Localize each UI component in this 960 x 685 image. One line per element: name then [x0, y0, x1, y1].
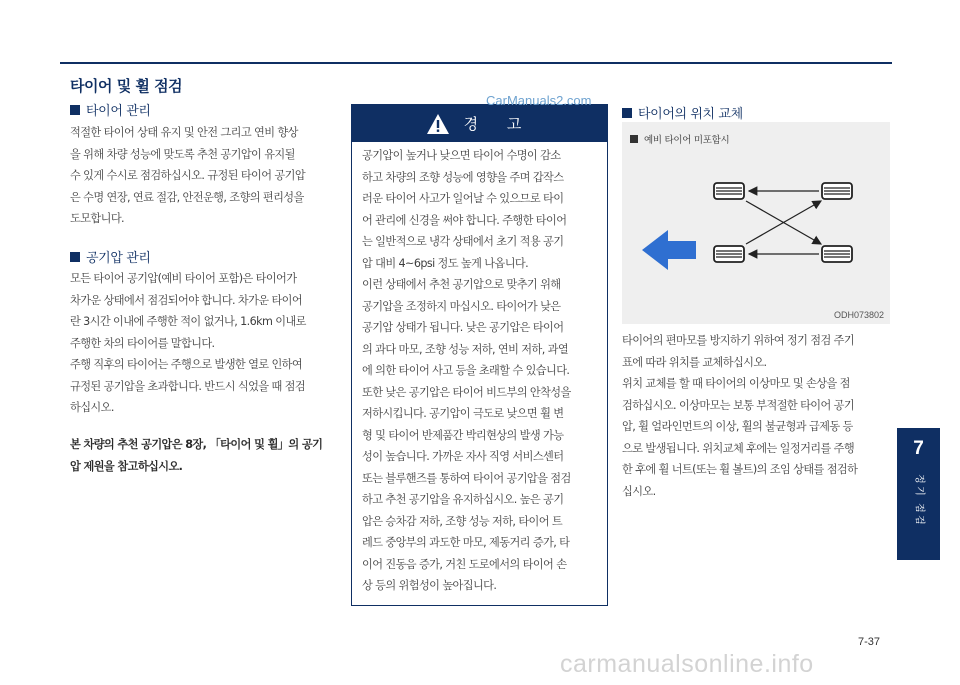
- text-line: 공기압이 높거나 낮으면 타이어 수명이 감소: [362, 149, 561, 162]
- text-line: 십시오.: [622, 484, 656, 498]
- text-line: 러운 타이어 사고가 일어날 수 있으므로 타이: [362, 192, 564, 205]
- text-line: 검하십시오. 이상마모는 보통 부적절한 타이어 공기: [622, 398, 855, 412]
- text-line: 위치 교체를 할 때 타이어의 이상마모 및 손상을 점: [622, 377, 850, 390]
- text-line: 이런 상태에서 추천 공기압으로 맞추기 위해: [362, 278, 561, 291]
- section-heading-text: 타이어의 위치 교체: [638, 107, 743, 122]
- text-line: 압, 휠 얼라인먼트의 이상, 휠의 불균형과 급제동 등: [622, 420, 853, 433]
- warning-header: [352, 105, 607, 142]
- text-line: 압은 승차감 저하, 조향 성능 저하, 타이어 트: [362, 514, 563, 528]
- bullet-square-icon: [70, 105, 80, 115]
- text-line: 상 등의 위험성이 높아집니다.: [362, 579, 497, 592]
- warning-text: [362, 145, 571, 597]
- chapter-tab[interactable]: [897, 428, 940, 560]
- text-line: 한 후에 휠 너트(또는 휠 볼트)의 조임 상태를 점검하: [622, 463, 858, 476]
- warning-title: 경 고: [463, 115, 534, 133]
- top-rule: [60, 62, 892, 64]
- text-line: 하고 추천 공기압을 유지하십시오. 높은 공기: [362, 493, 564, 506]
- watermark-top: CarManuals2.com: [486, 93, 592, 108]
- warning-box: [351, 104, 608, 606]
- text-line: 에 의한 타이어 사고 등을 초래할 수 있습니다.: [362, 364, 570, 377]
- rotation-diagram: [622, 122, 890, 324]
- text-line: 모든 타이어 공기압(예비 타이어 포함)은 타이어가: [70, 272, 297, 285]
- pressure-paragraph: [70, 268, 306, 419]
- text-line: 공기압을 조정하지 마십시오. 타이어가 낮은: [362, 299, 561, 313]
- text-line: 이어 진동음 증가, 거친 도로에서의 타이어 손: [362, 557, 567, 571]
- text-line: 란 3시간 이내에 주행한 적이 없거나, 1.6km 이내로: [70, 315, 306, 328]
- pressure-reference-note: [70, 434, 322, 477]
- text-line: 하고 차량의 조향 성능에 영향을 주며 갑작스: [362, 170, 564, 184]
- text-line: 주행한 차의 타이어를 말합니다.: [70, 336, 215, 350]
- text-line: 어 관리에 신경을 써야 합니다. 주행한 타이어: [362, 213, 567, 227]
- text-line: 의 과다 마모, 조향 성능 저하, 연비 저하, 과열: [362, 342, 569, 356]
- section-heading-rotation: [622, 103, 743, 122]
- chapter-label-char: 점: [913, 503, 925, 513]
- tire-icon: [822, 183, 852, 199]
- tire-care-paragraph: [70, 122, 305, 230]
- bullet-square-icon: [622, 108, 632, 118]
- chapter-label: [897, 473, 940, 526]
- text-line: 규정된 공기압을 초과합니다. 반드시 식었을 때 점검: [70, 379, 306, 393]
- text-line: 형 및 타이어 반제품간 박리현상의 발생 가능: [362, 428, 564, 442]
- chapter-label-char: 정: [913, 474, 925, 484]
- text-line: 을 위해 차량 성능에 맞도록 추천 공기압이 유지될: [70, 147, 295, 161]
- text-line: 레드 중앙부의 과도한 마모, 제동거리 증가, 타: [362, 536, 570, 549]
- text-line: 도모합니다.: [70, 212, 124, 225]
- section-heading-text: 타이어 관리: [86, 104, 151, 119]
- text-line: 압 제원을 참고하십시오.: [70, 459, 183, 473]
- text-line: 적절한 타이어 상태 유지 및 안전 그리고 연비 향상: [70, 126, 298, 139]
- section-heading-text: 공기압 관리: [86, 251, 151, 266]
- text-line: 저하시킵니다. 공기압이 극도로 낮으면 휠 변: [362, 407, 564, 420]
- chapter-label-char: 기: [913, 486, 925, 496]
- text-line: 하십시오.: [70, 401, 114, 414]
- figure-code: ODH073802: [833, 310, 884, 320]
- figure-caption-text: 예비 타이어 미포함시: [644, 135, 730, 146]
- text-line: 성이 높습니다. 가까운 자사 직영 서비스센터: [362, 450, 564, 463]
- text-line: 표에 따라 위치를 교체하십시오.: [622, 355, 767, 369]
- text-line: 수 있게 수시로 점검하십시오. 규정된 타이어 공기압: [70, 169, 306, 182]
- rotation-paragraph: [622, 330, 857, 502]
- text-line: 또는 블루핸즈를 통하여 타이어 공기압을 점검: [362, 471, 571, 485]
- tire-icon: [714, 183, 744, 199]
- tire-icon: [822, 246, 852, 262]
- text-line: 주행 직후의 타이어는 주행으로 발생한 열로 인하여: [70, 358, 303, 371]
- section-heading-tire-care: [70, 100, 151, 119]
- text-line: 또한 낮은 공기압은 타이어 비드부의 안착성을: [362, 385, 571, 399]
- text-line: 은 수명 연장, 연료 절감, 안전운행, 조향의 편리성을: [70, 190, 304, 204]
- text-line: 타이어의 편마모를 방지하기 위하여 정기 점검 주기: [622, 334, 855, 347]
- chapter-number: 7: [913, 438, 924, 459]
- text-line: 공기압 상태가 됩니다. 낮은 공기압은 타이어: [362, 321, 564, 334]
- chapter-label-char: 검: [913, 515, 925, 525]
- page-number: 7-37: [858, 636, 881, 648]
- text-line: 압 대비 4~6psi 정도 높게 나옵니다.: [362, 256, 529, 270]
- forward-arrow-icon: [642, 230, 696, 270]
- watermark-bottom: carmanualsonline.info: [560, 650, 814, 678]
- tire-icon: [714, 246, 744, 262]
- text-line: 본 차량의 추천 공기압은 8장, 「타이어 및 휠」의 공기: [70, 438, 323, 451]
- bullet-square-icon: [70, 252, 80, 262]
- text-line: 는 일반적으로 냉각 상태에서 초기 적용 공기: [362, 235, 564, 248]
- text-line: 차가운 상태에서 점검되어야 합니다. 차가운 타이어: [70, 293, 303, 307]
- page-title: 타이어 및 휠 점검: [70, 77, 183, 95]
- text-line: 으로 발생됩니다. 위치교체 후에는 일정거리를 주행: [622, 441, 855, 455]
- section-heading-pressure: [70, 247, 151, 266]
- tire-rotation-figure: [622, 122, 890, 324]
- warning-triangle-icon: [426, 113, 450, 135]
